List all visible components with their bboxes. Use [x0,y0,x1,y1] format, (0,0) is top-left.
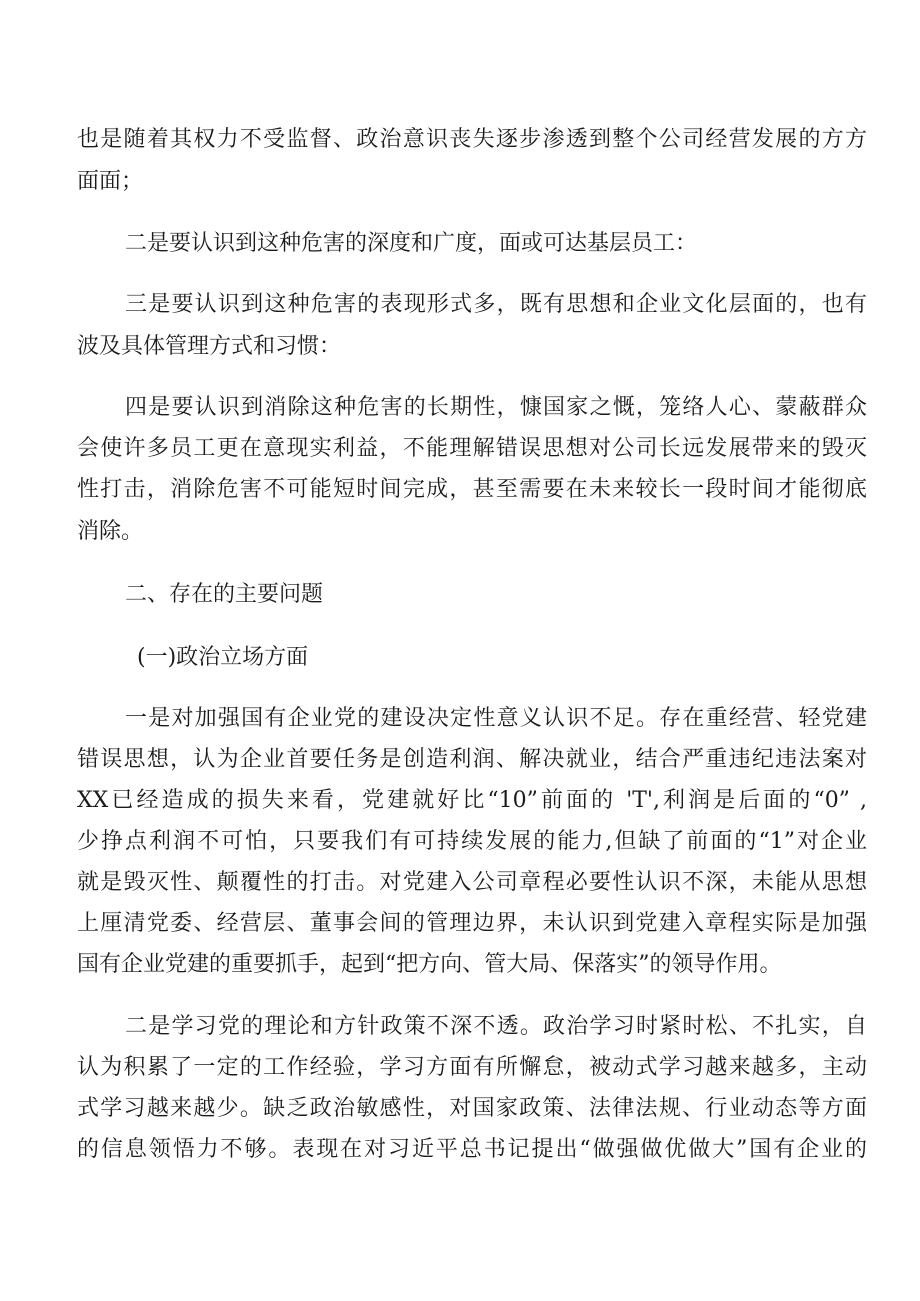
paragraph-line: 认为积累了一定的工作经验，学习方面有所懈怠，被动式学习越来越多，主动 [77,1055,867,1080]
paragraph-line: 国有企业党建的重要抓手，起到“把方向、管大局、保落实”的领导作用。 [77,952,782,977]
paragraph-line: 会使许多员工更在意现实利益，不能理解错误思想对公司长远发展带来的毁灭 [77,436,867,461]
paragraph-line: 一是对加强国有企业党的建设决定性意义认识不足。存在重经营、轻党建 [125,706,867,731]
paragraph-line: 三是要认识到这种危害的表现形式多，既有思想和企业文化层面的，也有 [125,292,867,317]
paragraph-line: 面面； [77,169,144,194]
paragraph-line: 式学习越来越少。缺乏政治敏感性，对国家政策、法律法规、行业动态等方面 [77,1096,867,1121]
paragraph-line: 也是随着其权力不受监督、政治意识丧失逐步渗透到整个公司经营发展的方方 [77,127,867,152]
paragraph-line: 四是要认识到消除这种危害的长期性，慷国家之慨，笼络人心、蒙蔽群众 [125,395,867,420]
paragraph-line: 就是毁灭性、颠覆性的打击。对党建入公司章程必要性认识不深，未能从思想 [77,870,867,895]
paragraph-line: 的信息领悟力不够。表现在对习近平总书记提出“做强做优做大”国有企业的 [77,1137,867,1162]
paragraph-line: 性打击，消除危害不可能短时间完成，甚至需要在未来较长一段时间才能彻底 [77,477,867,502]
paragraph-line: 波及具体管理方式和习惯： [77,334,342,359]
paragraph-line: 少挣点利润不可怕，只要我们有可持续发展的能力,但缺了前面的“1”对企业 [77,829,867,854]
paragraph-line: 二是学习党的理论和方针政策不深不透。政治学习时紧时松、不扎实，自 [125,1014,867,1039]
paragraph-line: 消除。 [77,519,144,544]
paragraph-line: 错误思想，认为企业首要任务是创造利润、解决就业，结合严重违纪违法案对 [77,747,867,772]
paragraph-line: 二是要认识到这种危害的深度和广度，面或可达基层员工： [125,231,698,256]
paragraph-line: 上厘清党委、经营层、董事会间的管理边界，未认识到党建入章程实际是加强 [77,911,867,936]
section-heading: 二、存在的主要问题 [125,582,324,607]
paragraph-line: XX已经造成的损失来看，党建就好比“10”前面的 'T',利润是后面的“0” , [77,788,867,813]
subsection-heading: (一)政治立场方面 [137,645,309,670]
